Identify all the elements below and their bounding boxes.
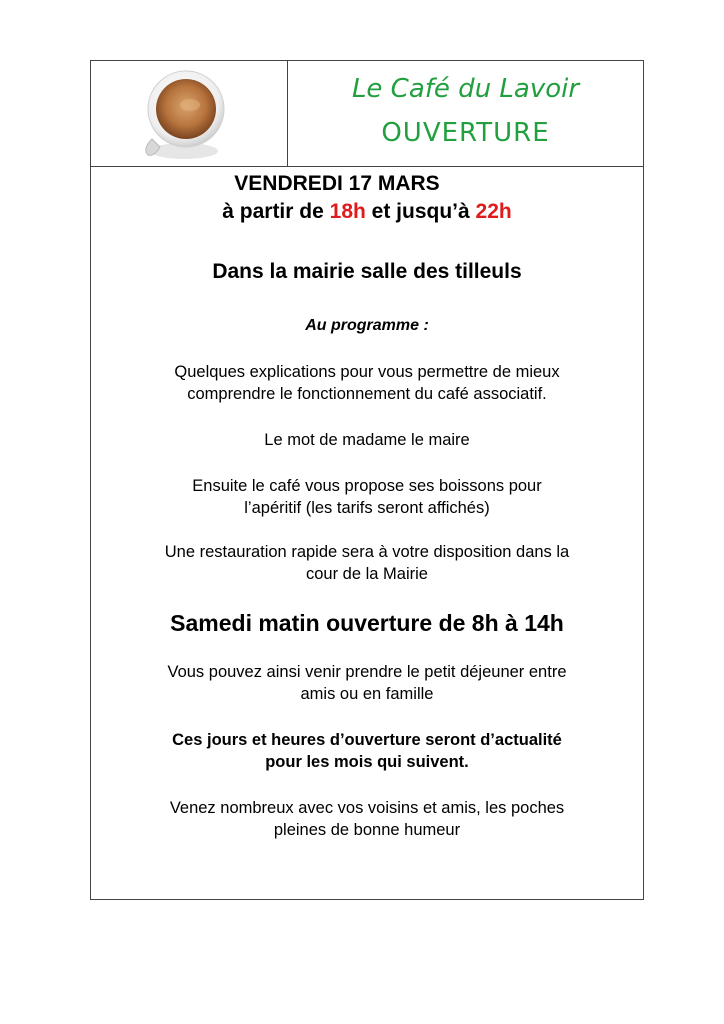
- poster-frame: [90, 60, 644, 900]
- cafe-name: Le Café du Lavoir: [351, 74, 580, 104]
- note-line: Ces jours et heures d’ouverture seront d’actualité: [172, 731, 562, 749]
- schedule-note: [119, 729, 615, 773]
- coffee-cup-icon: [138, 69, 228, 161]
- end-time: 22h: [475, 200, 512, 223]
- program-heading: Au programme :: [305, 317, 429, 334]
- closing-text: [119, 797, 615, 841]
- program-item-line: Une restauration rapide sera à votre disposition dans la: [164, 543, 570, 561]
- hours-until: et jusqu’à: [371, 200, 470, 223]
- poster-header: [91, 61, 643, 167]
- program-item-food: [119, 541, 615, 585]
- logo-cell: [91, 61, 288, 166]
- program-item-line: Ensuite le café vous propose ses boissons pour: [192, 477, 542, 495]
- closing-line: pleines de bonne humeur: [273, 821, 461, 839]
- saturday-text: [119, 661, 615, 705]
- title-cell: [288, 61, 643, 166]
- event-hours: [91, 199, 643, 225]
- saturday-line: Vous pouvez ainsi venir prendre le petit déjeuner entre: [167, 663, 567, 681]
- saturday-heading: Samedi matin ouverture de 8h à 14h: [170, 610, 564, 636]
- start-time: 18h: [329, 200, 366, 223]
- event-date: VENDREDI 17 MARS: [234, 172, 440, 195]
- program-item-drinks: [119, 475, 615, 519]
- program-item-explanations: [119, 361, 615, 405]
- program-item-line: l’apéritif (les tarifs seront affichés): [244, 499, 490, 517]
- program-item-line: cour de la Mairie: [306, 565, 428, 583]
- hours-prefix: à partir de: [222, 200, 324, 223]
- opening-title: OUVERTURE: [381, 118, 550, 148]
- program-item-mayor: Le mot de madame le maire: [264, 431, 470, 449]
- note-line: pour les mois qui suivent.: [265, 753, 469, 771]
- program-item-line: comprendre le fonctionnement du café associatif.: [187, 385, 547, 403]
- saturday-line: amis ou en famille: [300, 685, 434, 703]
- event-location: Dans la mairie salle des tilleuls: [212, 260, 522, 283]
- closing-line: Venez nombreux avec vos voisins et amis, les poches: [169, 799, 565, 817]
- program-item-line: Quelques explications pour vous permettre de mieux: [174, 363, 560, 381]
